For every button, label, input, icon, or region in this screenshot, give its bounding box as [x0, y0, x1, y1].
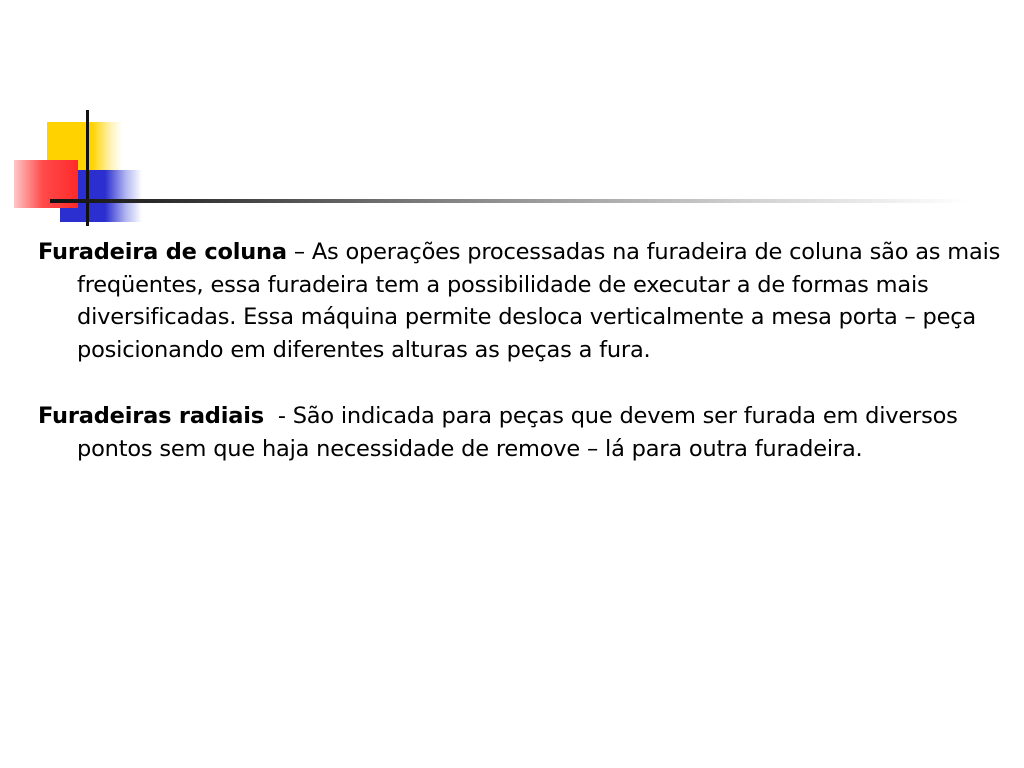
paragraph-term: Furadeiras radiais: [38, 403, 264, 429]
paragraph-term: Furadeira de coluna: [38, 239, 287, 265]
paragraph-furadeira-de-coluna: [38, 236, 1008, 366]
paragraph-text: – As operações processadas na furadeira de coluna são as mais freqüentes, essa furadeira tem a possibilidade de executar a de formas mais diversificadas. Essa máquina permite desloca verticalmente a mesa porta – peça posicionando em diferentes alturas as peças a fura.: [77, 239, 1001, 363]
paragraph-furadeiras-radiais: [38, 400, 1008, 465]
horizontal-rule: [50, 199, 970, 203]
vertical-rule: [86, 110, 89, 226]
slide-body: [38, 236, 1008, 499]
paragraph-text: - São indicada para peças que devem ser furada em diversos pontos sem que haja necessidade de remove – lá para outra furadeira.: [77, 403, 965, 462]
